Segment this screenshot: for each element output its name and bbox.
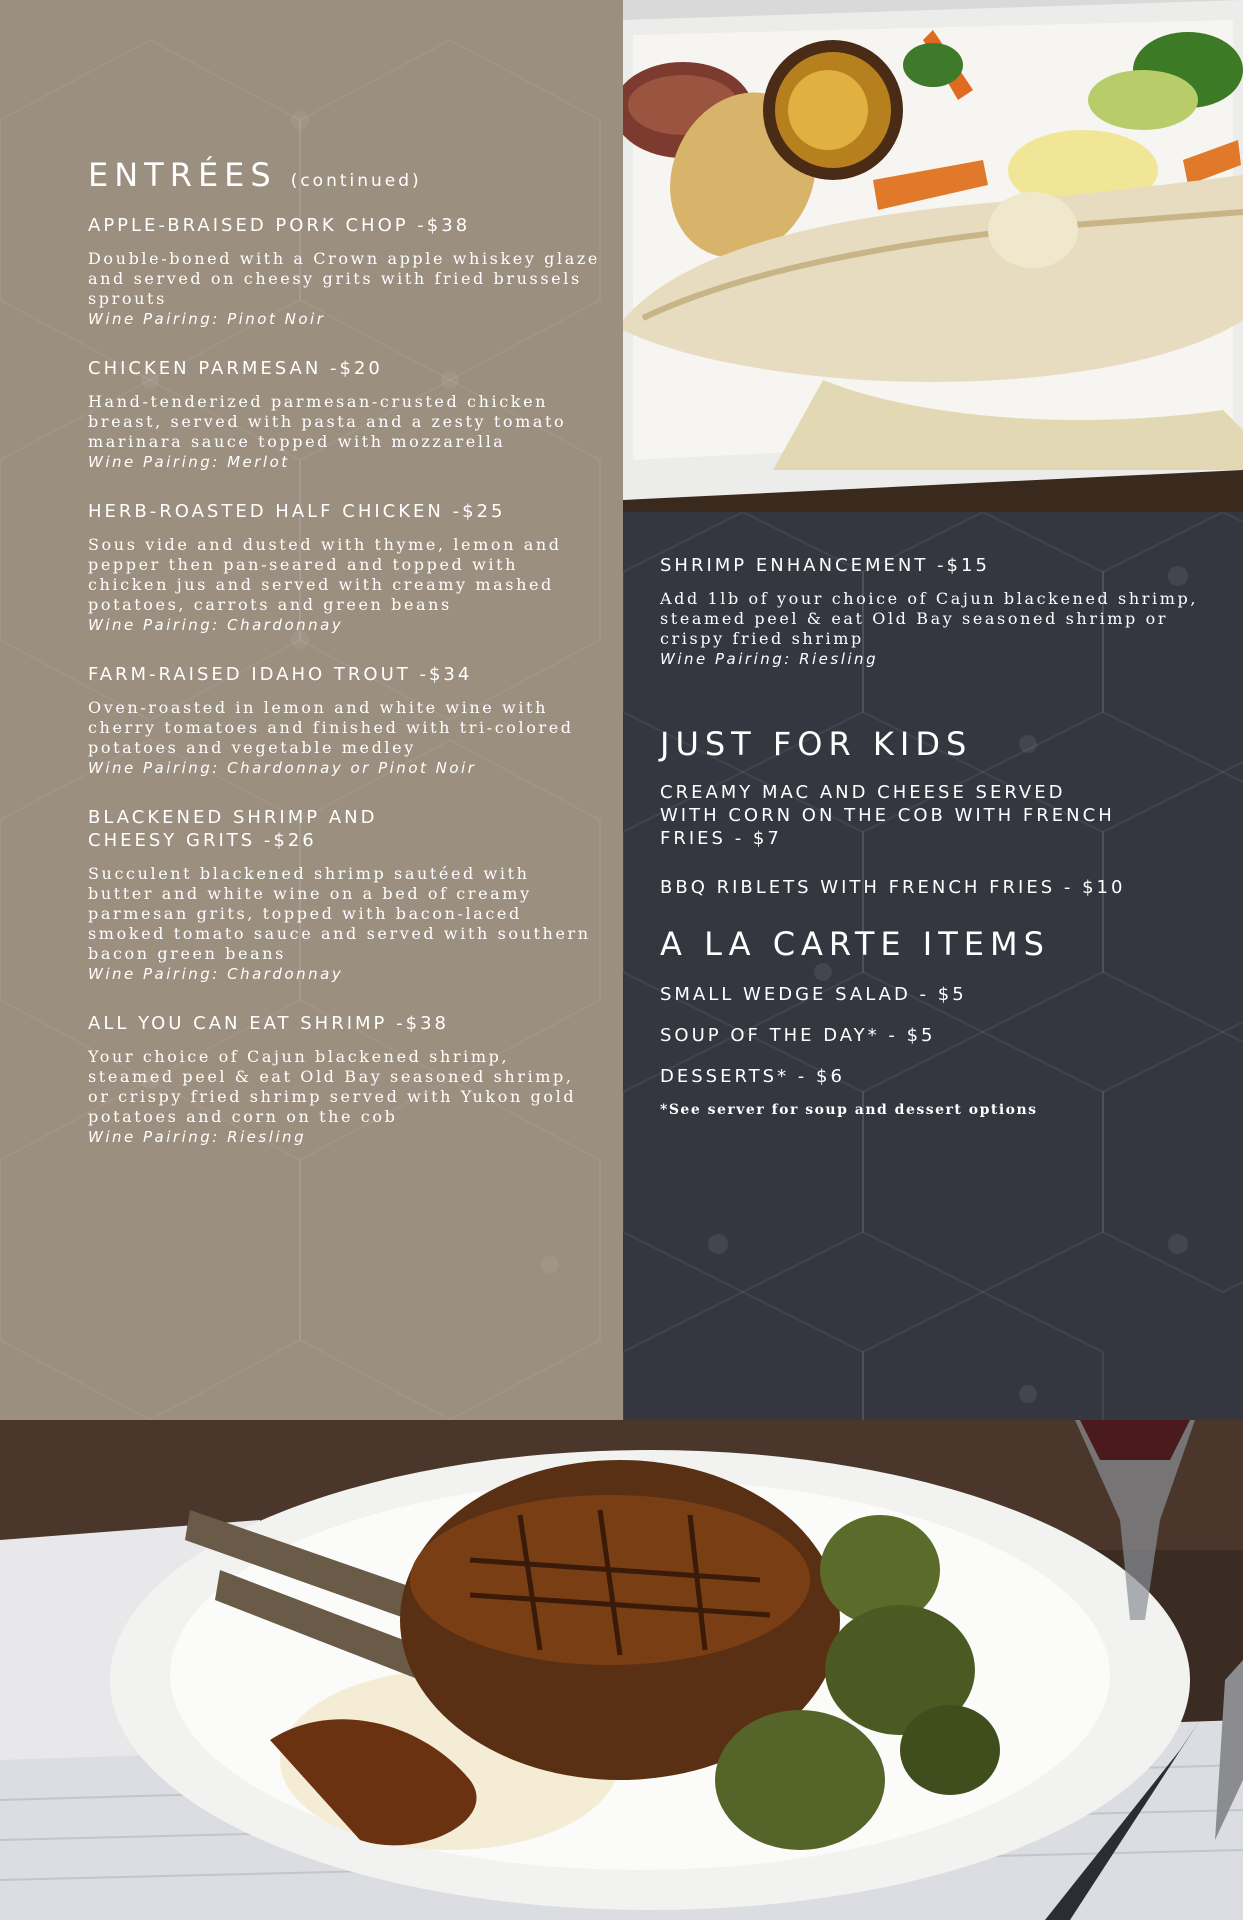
menu-item-description: Succulent blackened shrimp sautéed with butter and white wine on a bed of creamy parmesan grits, topped with bacon-laced smoked tomato sauce and served with southern bacon green beans (88, 864, 591, 963)
menu-item-description: Double-boned with a Crown apple whiskey glaze and served on cheesy grits with fried brussels sprouts (88, 249, 600, 308)
wine-pairing: Wine Pairing: Merlot (88, 453, 290, 471)
footnote: *See server for soup and dessert options (660, 1102, 1038, 1118)
menu-item-description: Sous vide and dusted with thyme, lemon and pepper then pan-seared and topped with chicken jus and served with creamy mashed potatoes, carrots and green beans (88, 535, 562, 614)
menu-item-name: HERB-ROASTED HALF CHICKEN -$25 (88, 501, 506, 522)
menu-item-description: Hand-tenderized parmesan-crusted chicken breast, served with pasta and a zesty tomato marinara sauce topped with mozzarella (88, 392, 567, 451)
a-la-carte-heading: A LA CARTE ITEMS (660, 925, 1050, 963)
wine-pairing: Wine Pairing: Chardonnay (88, 616, 344, 634)
kids-item: CREAMY MAC AND CHEESE SERVED WITH CORN ON THE COB WITH FRENCH FRIES - $7 (660, 782, 1115, 849)
kids-heading: JUST FOR KIDS (660, 725, 973, 763)
kids-item: BBQ RIBLETS WITH FRENCH FRIES - $10 (660, 877, 1126, 898)
wine-pairing: Wine Pairing: Riesling (660, 650, 879, 668)
entrees-heading (88, 156, 422, 194)
a-la-carte-item: DESSERTS* - $6 (660, 1066, 845, 1087)
menu-item (88, 214, 600, 329)
wine-pairing: Wine Pairing: Pinot Noir (88, 310, 326, 328)
menu-item-name: SHRIMP ENHANCEMENT -$15 (660, 555, 990, 576)
menu-item-name: ALL YOU CAN EAT SHRIMP -$38 (88, 1013, 449, 1034)
entrees-list (88, 214, 600, 1175)
menu-item-name: APPLE-BRAISED PORK CHOP -$38 (88, 215, 471, 236)
shrimp-enhancement (660, 554, 1220, 669)
menu-item (88, 806, 600, 984)
menu-item-name: BLACKENED SHRIMP AND CHEESY GRITS -$26 (88, 807, 378, 851)
menu-item-description: Oven-roasted in lemon and white wine with cherry tomatoes and finished with tri-colored potatoes and vegetable medley (88, 698, 574, 757)
a-la-carte-item: SMALL WEDGE SALAD - $5 (660, 984, 967, 1005)
entrees-continued-label: (continued) (290, 171, 422, 191)
menu-item (88, 357, 600, 472)
menu-item (88, 663, 600, 778)
menu-item-description: Your choice of Cajun blackened shrimp, steamed peel & eat Old Bay seasoned shrimp, or crispy fried shrimp served with Yukon gold potatoes and corn on the cob (88, 1047, 577, 1126)
pork-chop-photo (0, 1420, 1243, 1920)
menu-item (88, 500, 600, 635)
wine-pairing: Wine Pairing: Riesling (88, 1128, 307, 1146)
right-column (660, 554, 1220, 1132)
entrees-title: ENTRÉES (88, 156, 277, 194)
menu-item-name: FARM-RAISED IDAHO TROUT -$34 (88, 664, 473, 685)
fish-fillet-photo (623, 0, 1243, 512)
menu-item-description: Add 1lb of your choice of Cajun blackened shrimp, steamed peel & eat Old Bay seasoned shrimp or crispy fried shrimp (660, 589, 1199, 648)
wine-pairing: Wine Pairing: Chardonnay (88, 965, 344, 983)
menu-item (88, 1012, 600, 1147)
a-la-carte-item: SOUP OF THE DAY* - $5 (660, 1025, 936, 1046)
wine-pairing: Wine Pairing: Chardonnay or Pinot Noir (88, 759, 477, 777)
menu-item-name: CHICKEN PARMESAN -$20 (88, 358, 383, 379)
